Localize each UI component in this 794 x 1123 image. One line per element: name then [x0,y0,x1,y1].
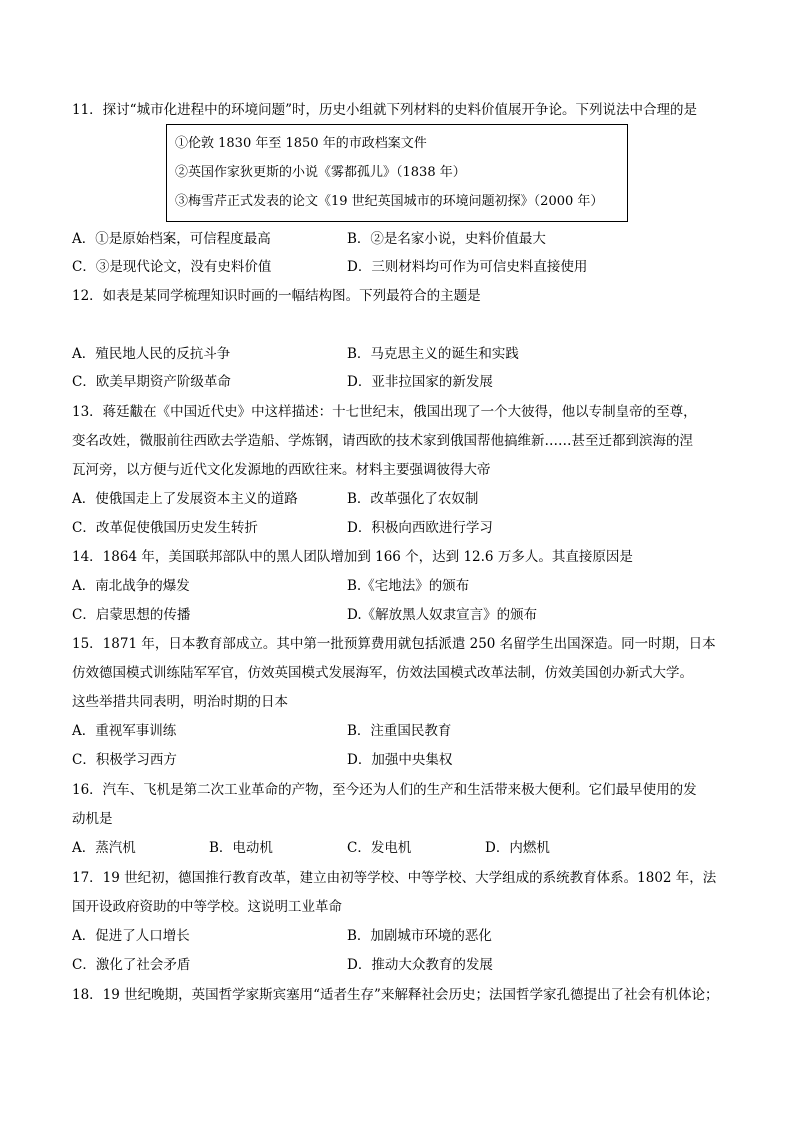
option-d: D．加强中央集权 [347,752,453,768]
option-d: D．内燃机 [485,840,550,856]
option-c: C．改革促使俄国历史发生转折 [72,520,258,536]
option-c: C．③是现代论文，没有史料价值 [72,259,272,275]
option-b: B．电动机 [209,840,273,856]
question-16-stem-line: 16．汽车、飞机是第二次工业革命的产物，至今还为人们的生产和生活带来极大便利。它们最早使用的发 [72,782,697,798]
option-c: C．发电机 [347,840,412,856]
question-11-stem: 11．探讨“城市化进程中的环境问题”时，历史小组就下列材料的史料价值展开争论。下列说法中合理的是 [72,102,697,118]
option-a: A．重视军事训练 [72,723,177,739]
option-a: A．①是原始档案，可信程度最高 [72,231,271,247]
option-b: B．马克思主义的诞生和实践 [347,346,519,362]
option-b: B．注重国民教育 [347,723,452,739]
question-15-stem-line: 15．1871 年，日本教育部成立。其中第一批预算费用就包括派遣 250 名留学生出国深造。同一时期，日本 [72,636,716,652]
option-d: D．推动大众教育的发展 [347,957,493,973]
material-item: ②英国作家狄更斯的小说《雾都孤儿》（1838 年） [175,165,466,180]
option-c: C．欧美早期资产阶级革命 [72,374,231,390]
option-b: B．加剧城市环境的恶化 [347,928,492,944]
question-12-stem: 12．如表是某同学梳理知识时画的一幅结构图。下列最符合的主题是 [72,288,481,304]
option-c: C．启蒙思想的传播 [72,607,191,623]
option-a: A．南北战争的爆发 [72,578,190,594]
question-17-stem-line: 17．19 世纪初，德国推行教育改革，建立由初等学校、中等学校、大学组成的系统教育体系。1802 年，法 [72,870,717,886]
question-17-stem-line: 国开设政府资助的中等学校。这说明工业革命 [72,899,342,915]
option-b: B．②是名家小说，史料价值最大 [347,231,546,247]
option-c: C．激化了社会矛盾 [72,957,191,973]
question-13-stem-line: 变名改姓，微服前往西欧去学造船、学炼钢，请西欧的技术家到俄国帮他搞维新……甚至迁都到滨海的涅 [72,433,693,449]
option-a: A．蒸汽机 [72,840,136,856]
material-item: ③梅雪芹正式发表的论文《19 世纪英国城市的环境问题初探》（2000 年） [175,194,604,209]
option-a: A．促进了人口增长 [72,928,190,944]
material-item: ①伦敦 1830 年至 1850 年的市政档案文件 [175,136,427,151]
option-a: A．殖民地人民的反抗斗争 [72,346,231,362]
option-d: D.《解放黑人奴隶宣言》的颁布 [347,607,538,623]
option-a: A．使俄国走上了发展资本主义的道路 [72,491,298,507]
option-d: D．积极向西欧进行学习 [347,520,493,536]
question-14-stem: 14．1864 年，美国联邦部队中的黑人团队增加到 166 个，达到 12.6 万多人。其直接原因是 [72,549,633,565]
option-b: B.《宅地法》的颁布 [347,578,470,594]
question-18-stem: 18．19 世纪晚期，英国哲学家斯宾塞用“适者生存”来解释社会历史；法国哲学家孔德提出了社会有机体论； [72,987,719,1003]
option-d: D．三则材料均可作为可信史料直接使用 [347,259,588,275]
question-11-material-box [166,124,628,222]
question-13-stem-line: 13．蒋廷黻在《中国近代史》中这样描述：十七世纪末，俄国出现了一个大彼得，他以专制皇帝的至尊， [72,404,697,420]
question-15-stem-line: 这些举措共同表明，明治时期的日本 [72,694,288,710]
question-16-stem-line: 动机是 [72,811,113,827]
option-c: C．积极学习西方 [72,752,177,768]
question-13-stem-line: 瓦河旁，以方便与近代文化发源地的西欧往来。材料主要强调彼得大帝 [72,462,491,478]
question-15-stem-line: 仿效德国模式训练陆军军官，仿效英国模式发展海军，仿效法国模式改革法制，仿效美国创办新式大学。 [72,665,693,681]
option-b: B．改革强化了农奴制 [347,491,479,507]
option-d: D．亚非拉国家的新发展 [347,374,493,390]
